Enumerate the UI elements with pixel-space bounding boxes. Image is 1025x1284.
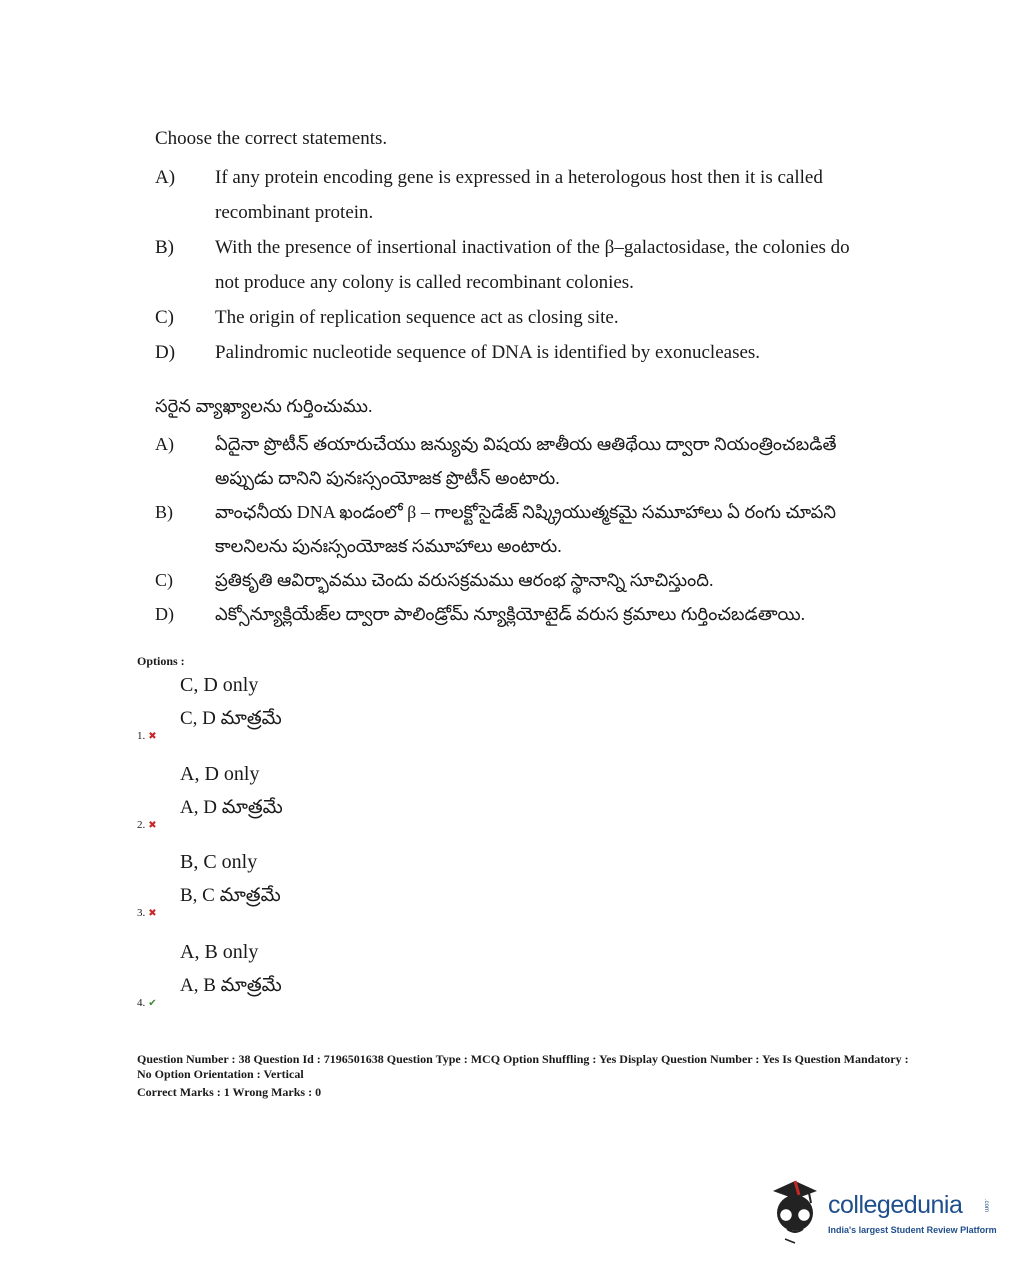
logo-dotcom: .com <box>983 1199 989 1213</box>
option-text-english: C, D only <box>180 674 259 696</box>
statement-label: A) <box>155 434 174 454</box>
cross-icon: ✖ <box>148 820 157 831</box>
question-stem-telugu: సరైన వ్యాఖ్యాలను గుర్తించుము. <box>155 396 373 416</box>
option-number: 4. ✔ <box>137 997 157 1009</box>
statement-d-telugu <box>155 597 875 631</box>
option-number: 3. ✖ <box>137 907 157 919</box>
question-meta <box>137 1052 917 1100</box>
option-text-english: A, D only <box>180 763 260 785</box>
statement-text: ఎక్సోన్యూక్లియేజ్‌ల ద్వారా పాలిండ్రోమ్ న్యూక్లియోటైడ్ వరుస క్రమాలు గుర్తించబడతాయి. <box>215 604 806 624</box>
logo-tagline: India's largest Student Review Platform <box>828 1225 997 1235</box>
logo-wordmark: collegedunia <box>828 1191 963 1219</box>
statement-b-telugu <box>155 495 875 563</box>
statement-text: ప్రతికృతి ఆవిర్భావము చెందు వరుసక్రమము ఆరంభ స్థానాన్ని సూచిస్తుంది. <box>215 570 714 590</box>
statement-label: D) <box>155 342 176 363</box>
statement-label: B) <box>155 237 174 258</box>
option-text-english: B, C only <box>180 851 258 873</box>
statement-a <box>155 160 875 230</box>
statement-text: ఏదైనా ప్రొటీన్ తయారుచేయు జన్యువు విషయ జాతీయ ఆతిథేయి ద్వారా నియంత్రించబడితే అప్పుడు దానిని పునఃస్సంయోజక ప్రొటీన్ అంటారు. <box>215 434 837 488</box>
option-text-telugu: A, D మాత్రమే <box>180 797 283 818</box>
cross-icon: ✖ <box>148 908 157 919</box>
question-telugu <box>155 393 875 631</box>
option-text-telugu: A, B మాత్రమే <box>180 975 282 996</box>
statement-a-telugu <box>155 427 875 495</box>
statement-b <box>155 230 875 300</box>
option-number: 2. ✖ <box>137 819 157 831</box>
statement-c-telugu <box>155 563 875 597</box>
question-details: Question Number : 38 Question Id : 7196501638 Question Type : MCQ Option Shuffling : Yes Display Question Number : Yes Is Question Mandatory : No Option Orientation : Vertical <box>137 1052 909 1081</box>
statement-label: B) <box>155 502 173 522</box>
statement-c <box>155 300 875 335</box>
option-text-telugu: C, D మాత్రమే <box>180 708 282 729</box>
option-number: 1. ✖ <box>137 730 157 742</box>
option-text-telugu: B, C మాత్రమే <box>180 885 281 906</box>
statement-text: With the presence of insertional inactivation of the β–galactosidase, the colonies do not produce any colony is called recombinant colonies. <box>215 237 850 293</box>
statement-text: If any protein encoding gene is expressed in a heterologous host then it is called recombinant protein. <box>215 167 823 223</box>
statement-text: వాంఛనీయ DNA ఖండంలో β – గాలక్టోసైడేజ్ నిష్క్రియుత్మకమై సమూహాలు ఏ రంగు చూపని కాలనిలను పునఃస్సంయోజక సమూహాలు అంటారు. <box>215 502 837 556</box>
statement-label: C) <box>155 307 174 328</box>
statement-label: C) <box>155 570 173 590</box>
option-text-english: A, B only <box>180 941 259 963</box>
statement-text: Palindromic nucleotide sequence of DNA is identified by exonucleases. <box>215 342 761 363</box>
collegedunia-logo <box>765 1177 995 1247</box>
question-english <box>155 126 875 370</box>
mascot-icon <box>765 1177 825 1247</box>
statement-text: The origin of replication sequence act as closing site. <box>215 307 619 328</box>
statement-label: A) <box>155 167 176 188</box>
statement-d <box>155 335 875 370</box>
check-icon: ✔ <box>148 998 157 1009</box>
statement-label: D) <box>155 604 174 624</box>
question-stem: Choose the correct statements. <box>155 128 388 149</box>
options-title: Options : <box>137 654 185 668</box>
question-marks: Correct Marks : 1 Wrong Marks : 0 <box>137 1085 322 1099</box>
cross-icon: ✖ <box>148 731 157 742</box>
